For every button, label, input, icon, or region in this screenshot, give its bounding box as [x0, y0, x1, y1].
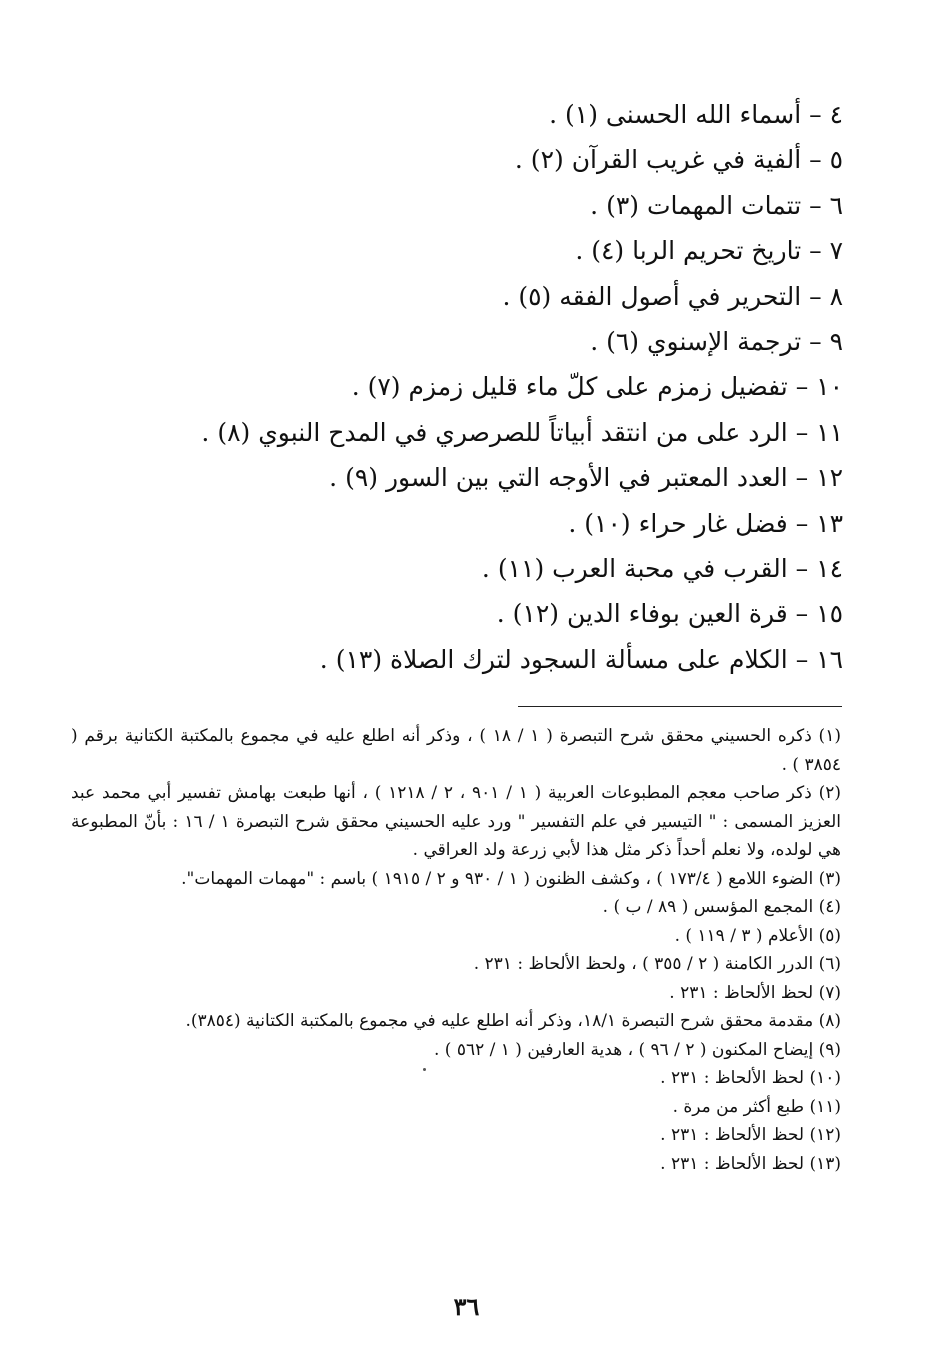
footnote: (٨) مقدمة محقق شرح التبصرة ١٨/١، وذكر أنه اطلع عليه في مجموع بالمكتبة الكتانية (٣٨٥٤).: [185, 1011, 841, 1031]
footnotes: [71, 722, 841, 1178]
footnote: (٤) المجمع المؤسس ( ٨٩ / ب ) .: [602, 897, 841, 917]
footnote: (٦) الدرر الكامنة ( ٢ / ٣٥٥ ) ، ولحظ الألحاظ : ٢٣١ .: [473, 954, 841, 974]
footnote: (٩) إيضاح المكنون ( ٢ / ٩٦ ) ، هدية العارفين ( ١ / ٥٦٢ ) .: [433, 1039, 841, 1060]
list-item: ١٦ – الكلام على مسألة السجود لترك الصلاة (١٣) .: [319, 644, 843, 674]
list-item: ٤ – أسماء الله الحسنى (١) .: [549, 100, 843, 129]
footnote: (٣) الضوء اللامع ( ١٧٣/٤ ) ، وكشف الظنون ( ١ / ٩٣٠ و ٢ / ١٩١٥ ) باسم : "مهمات المهمات".: [181, 868, 841, 889]
footnote: (١٠) لحظ الألحاظ : ٢٣١ .: [660, 1068, 841, 1088]
footnote-divider: [518, 706, 842, 707]
list-item: ٨ – التحرير في أصول الفقه (٥) .: [502, 281, 843, 311]
list-item: ١١ – الرد على من انتقد أبياتاً للصرصري في المدح النبوي (٨) .: [201, 417, 843, 447]
footnote: (١) ذكره الحسيني محقق شرح التبصرة ( ١ / ١٨ ) ، وذكر أنه اطلع عليه في مجموع بالمكتبة الكتانية برقم ( ٣٨٥٤ ) .: [71, 726, 841, 775]
list-item: ١٥ – قرة العين بوفاء الدين (١٢) .: [496, 599, 843, 629]
list-item: ١٣ – فضل غار حراء (١٠) .: [568, 508, 843, 538]
footnote: (١١) طبع أكثر من مرة .: [672, 1096, 841, 1117]
list-item: ١٤ – القرب في محبة العرب (١١) .: [481, 553, 843, 583]
footnote: (١٢) لحظ الألحاظ : ٢٣١ .: [660, 1125, 841, 1145]
footnote: (٢) ذكر صاحب معجم المطبوعات العربية ( ١ / ٩٠١ ، ٢ / ١٢١٨ ) ، أنها طبعت بهامش تفسير أبي محمد عبد العزيز المسمى : " التيسير في علم التفسير " ورد عليه الحسيني محقق شرح التبصرة ١ / ١٦ : بأنّ المطبوعة هي لولده، ولا نعلم أحداً ذكر مثل هذا لأبي زرعة ولد العراقي .: [71, 783, 842, 860]
footnote: (٥) الأعلام ( ٣ / ١١٩ ) .: [674, 925, 841, 946]
list-item: ٦ – تتمات المهمات (٣) .: [590, 190, 843, 220]
list-item: ١٢ – العدد المعتبر في الأوجه التي بين السور (٩) .: [329, 463, 843, 493]
page-number: ٣٦: [453, 1292, 480, 1321]
list-item: ٩ – ترجمة الإسنوي (٦) .: [590, 326, 843, 356]
list-item: ٥ – ألفية في غريب القرآن (٢) .: [514, 145, 843, 175]
footnote: (٧) لحظ الألحاظ : ٢٣١ .: [669, 982, 841, 1003]
list-item: ٧ – تاريخ تحريم الربا (٤) .: [575, 236, 843, 266]
footnote: (١٣) لحظ الألحاظ : ٢٣١ .: [660, 1153, 841, 1174]
works-list: [63, 92, 843, 682]
list-item: ١٠ – تفضيل زمزم على كلّ ماء قليل زمزم (٧) .: [351, 372, 843, 402]
stray-dot: [423, 1068, 426, 1071]
